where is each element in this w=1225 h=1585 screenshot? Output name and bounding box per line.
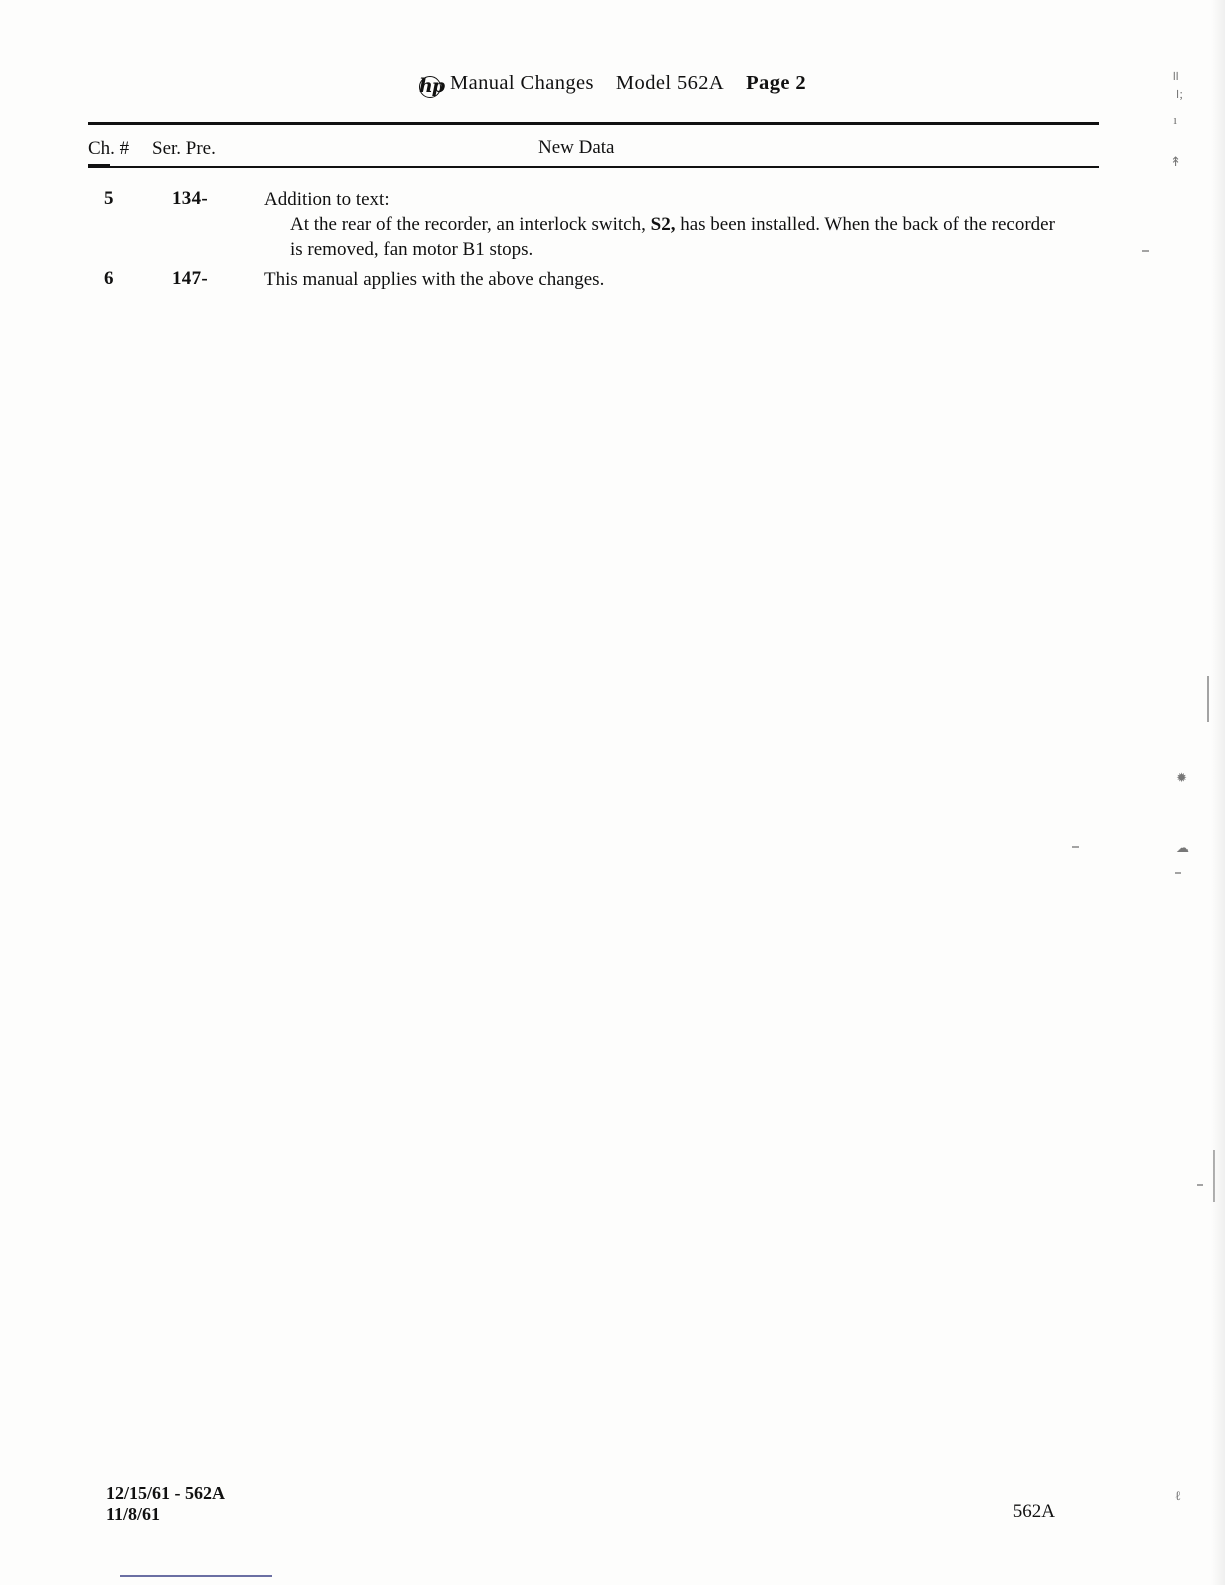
row-serial-prefix: 147- xyxy=(172,268,209,289)
header-page-number: Page 2 xyxy=(746,72,807,94)
scan-artifact: ℓ xyxy=(1174,1488,1181,1503)
scan-artifact xyxy=(1175,872,1181,874)
row-lead-text: This manual applies with the above changes. xyxy=(264,269,605,290)
footer-date-secondary: 11/8/61 xyxy=(106,1503,161,1524)
row-detail-designator: S2, xyxy=(650,214,676,236)
footer-dates xyxy=(106,1483,225,1525)
row-change-number: 6 xyxy=(104,268,114,289)
column-header-change: Ch. # xyxy=(88,138,130,159)
row-lead-text: Addition to text: xyxy=(264,189,390,210)
scan-artifact-line xyxy=(120,1575,272,1577)
header-model: Model 562A xyxy=(615,72,725,94)
scan-artifact: ı xyxy=(1173,112,1177,127)
scan-artifact: ↟ xyxy=(1170,154,1181,169)
row-new-data xyxy=(264,268,1064,292)
scan-artifact xyxy=(1142,250,1149,252)
header-rule-top xyxy=(88,122,1099,125)
row-new-data xyxy=(264,188,1064,262)
row-detail-text xyxy=(290,213,1064,262)
column-header-new-data: New Data xyxy=(538,137,615,158)
row-serial-prefix: 134- xyxy=(172,188,209,209)
footer-model: 562A xyxy=(1012,1501,1055,1522)
scan-artifact xyxy=(1207,676,1209,722)
scan-artifact xyxy=(1072,846,1079,848)
footer-date-primary: 12/15/61 - 562A xyxy=(106,1482,225,1503)
scan-artifact: ✹ xyxy=(1176,770,1187,785)
header-rule-accent xyxy=(88,164,110,168)
header-title: Manual Changes xyxy=(449,72,594,94)
page-edge-shadow xyxy=(1211,0,1225,1585)
hp-logo-icon: hp xyxy=(418,75,445,97)
scan-artifact: ☁ xyxy=(1176,840,1189,855)
row-change-number: 5 xyxy=(104,188,114,209)
page-header xyxy=(0,72,1225,98)
row-detail-part1: At the rear of the recorder, an interlock switch, xyxy=(290,214,651,236)
row-detail-part2: has been installed. When the back of the recorder is removed, fan motor B1 stops. xyxy=(290,214,1055,260)
scan-artifact: ॥ xyxy=(1171,68,1179,83)
header-rule-bottom xyxy=(88,166,1099,168)
column-header-serial: Ser. Pre. xyxy=(152,138,216,159)
scan-artifact xyxy=(1197,1184,1203,1186)
scan-artifact: ।; xyxy=(1174,86,1183,101)
